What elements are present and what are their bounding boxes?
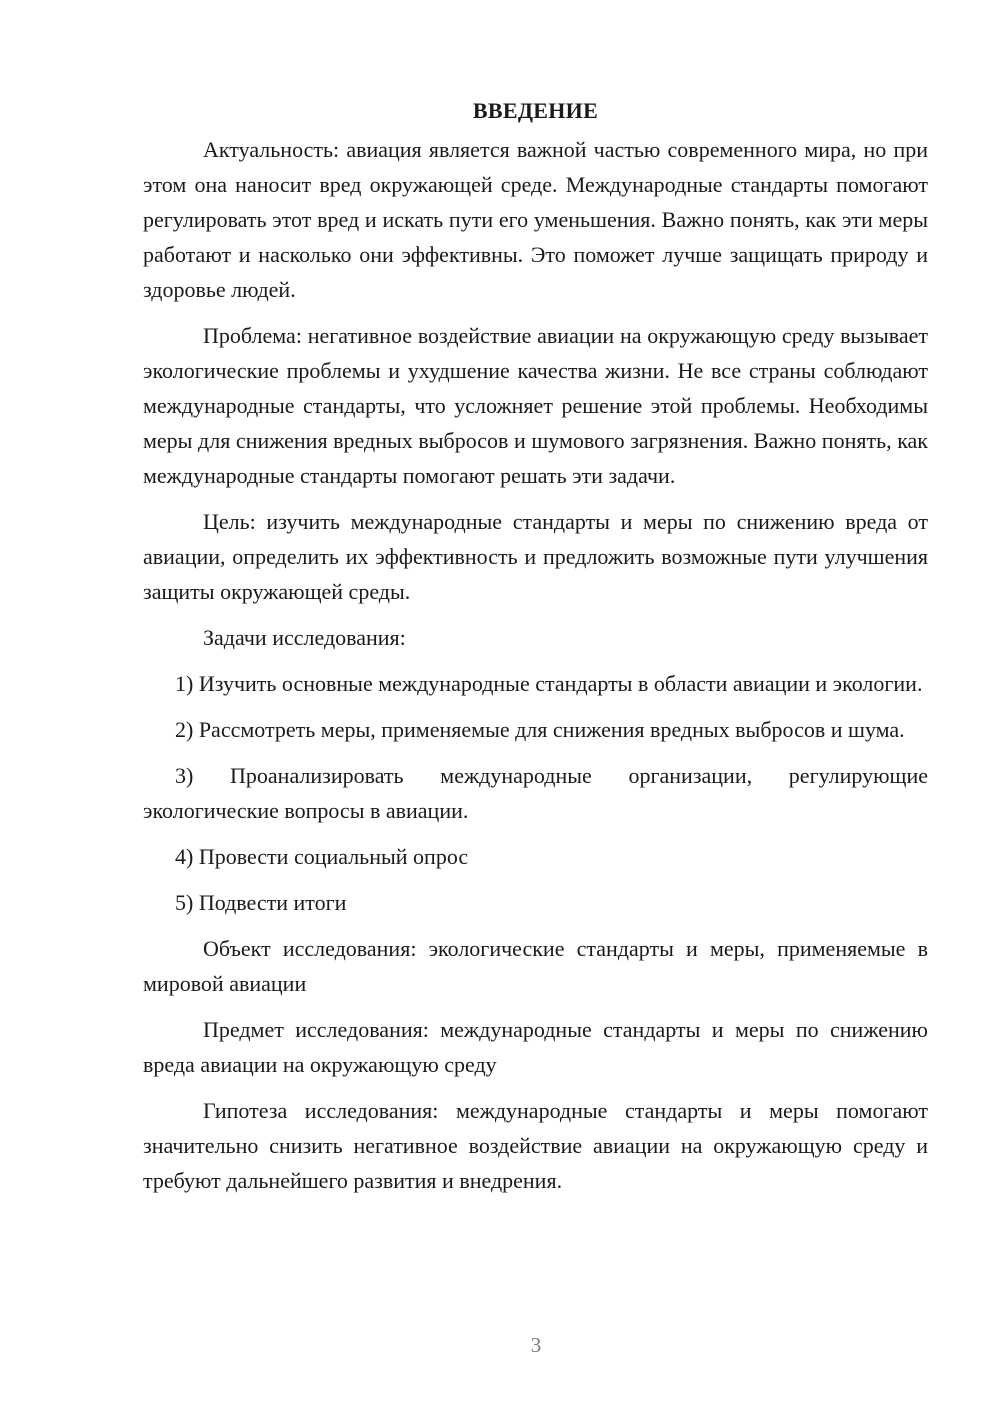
- object-paragraph: Объект исследования: экологические стандарты и меры, применяемые в мировой авиации: [143, 936, 928, 996]
- page-title: ВВЕДЕНИЕ: [472, 98, 599, 123]
- problem-paragraph: Проблема: негативное воздействие авиации на окружающую среду вызывает экологические проблемы и ухудшение качества жизни. Не все страны соблюдают международные стандарты, что усложняет решение этой проблемы. Необходимы меры для снижения вредных выбросов и шумового загрязнения. Важно понять, как международные стандарты помогают решать эти задачи.: [143, 323, 928, 488]
- document-page: [143, 93, 928, 1209]
- page-number: 3: [530, 1333, 542, 1357]
- task-item: 3) Проанализировать международные организации, регулирующие экологические вопросы в авиации.: [143, 763, 928, 823]
- task-item: 1) Изучить основные международные стандарты в области авиации и экологии.: [175, 671, 923, 696]
- task-item: 5) Подвести итоги: [175, 890, 347, 915]
- task-item: 4) Провести социальный опрос: [175, 844, 469, 869]
- task-item: 2) Рассмотреть меры, применяемые для снижения вредных выбросов и шума.: [175, 717, 905, 742]
- goal-paragraph: Цель: изучить международные стандарты и меры по снижению вреда от авиации, определить их эффективность и предложить возможные пути улучшения защиты окружающей среды.: [143, 509, 928, 604]
- subject-paragraph: Предмет исследования: международные стандарты и меры по снижению вреда авиации на окружающую среду: [143, 1017, 928, 1077]
- relevance-paragraph: Актуальность: авиация является важной частью современного мира, но при этом она наносит вред окружающей среде. Международные стандарты помогают регулировать этот вред и искать пути его уменьшения. Важно понять, как эти меры работают и насколько они эффективны. Это поможет лучше защищать природу и здоровье людей.: [143, 137, 928, 302]
- hypothesis-paragraph: Гипотеза исследования: международные стандарты и меры помогают значительно снизить негативное воздействие авиации на окружающую среду и требуют дальнейшего развития и внедрения.: [143, 1098, 928, 1193]
- tasks-heading: Задачи исследования:: [203, 625, 406, 650]
